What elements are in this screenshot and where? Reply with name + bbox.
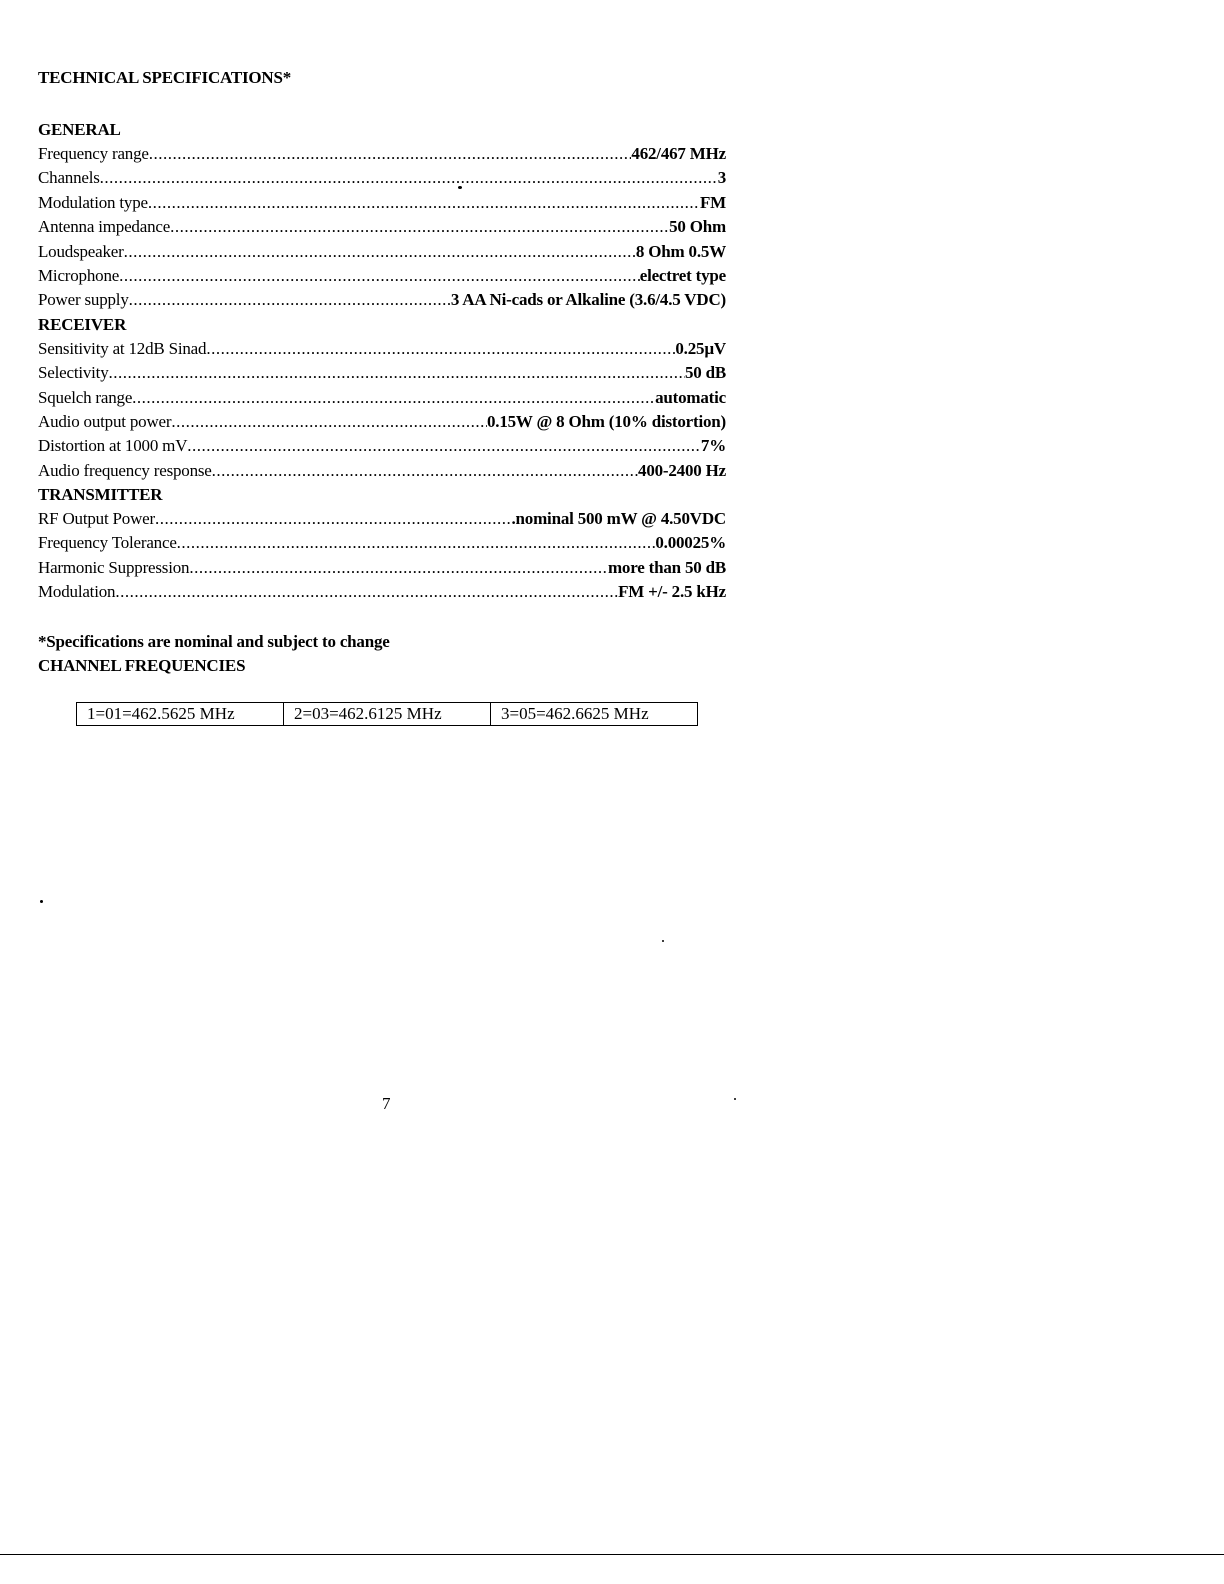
spec-row: [38, 580, 726, 604]
spec-value: electret type: [639, 265, 726, 285]
spec-label: Channels: [38, 168, 100, 188]
spec-row: [38, 215, 726, 239]
scan-speck: [734, 1098, 736, 1100]
leader-dots: [124, 240, 636, 264]
leader-dots: [100, 166, 718, 190]
leader-dots: [109, 361, 685, 385]
spec-label: Power supply: [38, 290, 129, 310]
spec-value: 0.25µV: [675, 338, 726, 358]
spec-label: Distortion at 1000 mV: [38, 436, 188, 456]
spec-label: RF Output Power: [38, 509, 155, 529]
spec-label: Antenna impedance: [38, 217, 171, 237]
spec-value: 462/467 MHz: [631, 144, 726, 163]
specifications-footnote: *Specifications are nominal and subject to change: [38, 632, 390, 651]
leader-dots: [132, 386, 655, 410]
spec-row: [38, 142, 726, 166]
table-row: [77, 703, 698, 726]
spec-row: [38, 361, 726, 385]
spec-label: Audio output power: [38, 411, 172, 431]
leader-dots: [119, 264, 640, 288]
spec-row: [38, 434, 726, 458]
spec-row: [38, 264, 726, 288]
channel-frequency-cell: 3=05=462.6625 MHz: [491, 703, 698, 726]
channel-frequency-cell: 1=01=462.5625 MHz: [77, 703, 284, 726]
spec-row: [38, 531, 726, 555]
page-title: TECHNICAL SPECIFICATIONS*: [38, 68, 292, 87]
spec-row: [38, 459, 726, 483]
spec-value: 0.00025%: [655, 533, 726, 553]
spec-row: [38, 410, 726, 434]
spec-label: Modulation type: [38, 192, 148, 212]
spec-row: [38, 556, 726, 580]
spec-row: [38, 337, 726, 361]
spec-row: [38, 386, 726, 410]
spec-label: Loudspeaker: [38, 241, 124, 261]
leader-dots: [155, 507, 512, 531]
leader-dots: [170, 215, 669, 239]
bottom-rule: [0, 1554, 1224, 1555]
spec-label: Frequency range: [38, 144, 149, 163]
section-heading-receiver: RECEIVER: [38, 314, 127, 334]
leader-dots: [171, 410, 487, 434]
leader-dots: [177, 531, 656, 555]
spec-value: FM: [699, 192, 726, 212]
spec-value: automatic: [655, 387, 726, 407]
spec-value: 3: [717, 168, 726, 188]
spec-value: more than 50 dB: [607, 557, 726, 577]
section-heading-general: GENERAL: [38, 120, 121, 139]
spec-row: [38, 507, 726, 531]
leader-dots: [149, 142, 632, 166]
leader-dots: [148, 191, 700, 215]
spec-label: Modulation: [38, 582, 116, 602]
spec-value: FM +/- 2.5 kHz: [618, 582, 726, 602]
spec-row: [38, 191, 726, 215]
leader-dots: [129, 288, 451, 312]
spec-value: 3 AA Ni-cads or Alkaline (3.6/4.5 VDC): [450, 290, 726, 310]
spec-value: .nominal 500 mW @ 4.50VDC: [511, 509, 726, 529]
spec-label: Squelch range: [38, 387, 133, 407]
spec-value: 7%: [700, 436, 726, 456]
specifications-list: [38, 118, 726, 605]
scan-speck: [40, 900, 43, 903]
spec-value: 400-2400 Hz: [638, 460, 726, 480]
spec-value: 0.15W @ 8 Ohm (10% distortion): [486, 411, 726, 431]
channel-frequencies-table: [76, 702, 698, 726]
channel-frequency-cell: 2=03=462.6125 MHz: [284, 703, 491, 726]
spec-label: Microphone: [38, 265, 120, 285]
leader-dots: [187, 434, 701, 458]
channel-frequencies-heading: CHANNEL FREQUENCIES: [38, 656, 246, 675]
leader-dots: [212, 459, 638, 483]
page-number: 7: [382, 1094, 391, 1113]
spec-row: [38, 288, 726, 312]
leader-dots: [115, 580, 618, 604]
scan-speck: [662, 940, 664, 942]
spec-label: Selectivity: [38, 363, 109, 383]
leader-dots: [189, 556, 608, 580]
scan-speck: [458, 186, 462, 189]
spec-value: 8 Ohm 0.5W: [635, 241, 726, 261]
spec-row: [38, 240, 726, 264]
spec-value: 50 dB: [684, 363, 726, 383]
spec-label: Harmonic Suppression: [38, 557, 190, 577]
spec-label: Sensitivity at 12dB Sinad: [38, 338, 207, 358]
spec-value: 50 Ohm: [669, 217, 726, 237]
spec-label: Frequency Tolerance: [38, 533, 177, 553]
leader-dots: [206, 337, 675, 361]
spec-row: [38, 166, 726, 190]
section-heading-transmitter: TRANSMITTER: [38, 485, 163, 505]
spec-label: Audio frequency response: [38, 460, 212, 480]
